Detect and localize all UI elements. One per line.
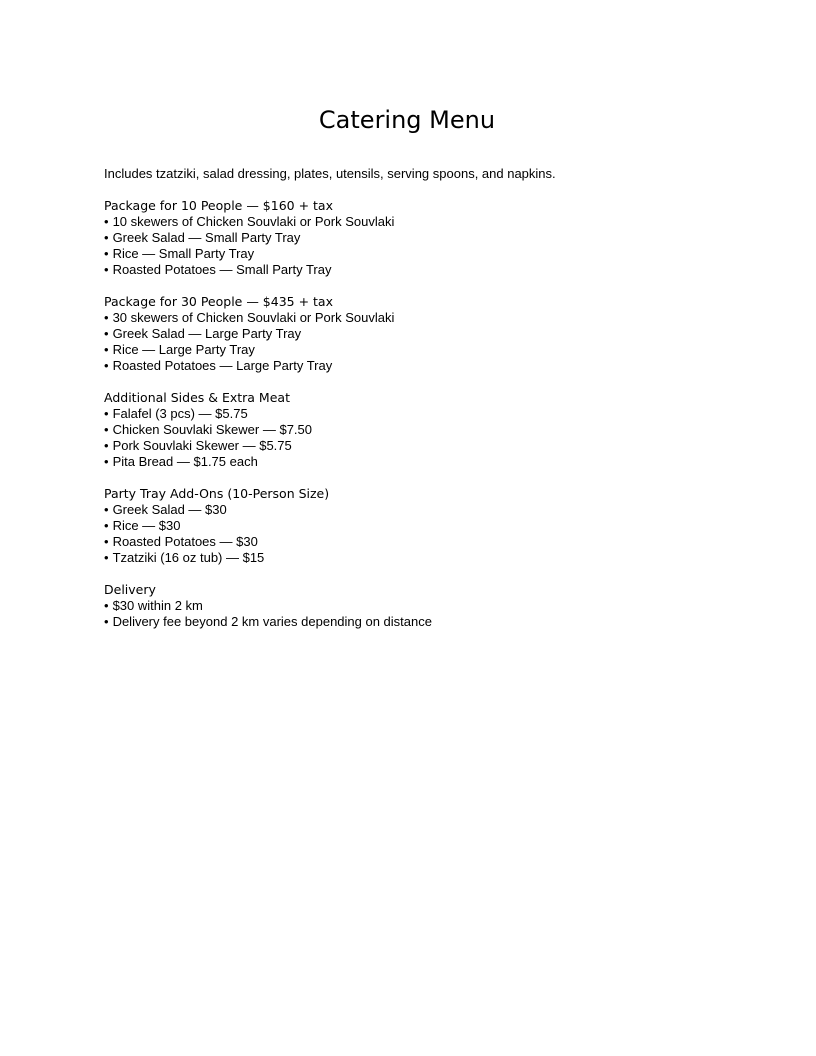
item-list (104, 502, 724, 566)
list-item (104, 518, 724, 534)
section-additional-sides (104, 390, 724, 470)
item-text: $30 within 2 km (112, 598, 203, 613)
item-text: Roasted Potatoes — $30 (112, 534, 258, 549)
item-text: Rice — Small Party Tray (112, 246, 255, 261)
section-heading: Package for 30 People — $435 + tax (104, 294, 333, 309)
bullet-icon: • (104, 422, 109, 437)
bullet-icon: • (104, 614, 109, 629)
section-heading: Package for 10 People — $160 + tax (104, 198, 333, 213)
item-text: Tzatziki (16 oz tub) — $15 (112, 550, 265, 565)
section-heading: Delivery (104, 582, 156, 597)
item-list (104, 310, 724, 374)
item-text: Pork Souvlaki Skewer — $5.75 (112, 438, 292, 453)
list-item (104, 454, 724, 470)
item-text: Rice — $30 (112, 518, 181, 533)
bullet-icon: • (104, 342, 109, 357)
list-item (104, 262, 724, 278)
item-list (104, 406, 724, 470)
list-item (104, 598, 724, 614)
section-heading: Party Tray Add-Ons (10-Person Size) (104, 486, 330, 501)
bullet-icon: • (104, 518, 109, 533)
list-item (104, 534, 724, 550)
bullet-icon: • (104, 406, 109, 421)
section-package-30 (104, 294, 724, 374)
list-item (104, 214, 724, 230)
list-item (104, 326, 724, 342)
item-text: Falafel (3 pcs) — $5.75 (112, 406, 248, 421)
list-item (104, 614, 724, 630)
bullet-icon: • (104, 438, 109, 453)
section-package-10 (104, 198, 724, 278)
bullet-icon: • (104, 358, 109, 373)
item-text: Rice — Large Party Tray (112, 342, 255, 357)
bullet-icon: • (104, 246, 109, 261)
list-item (104, 550, 724, 566)
bullet-icon: • (104, 262, 109, 277)
list-item (104, 438, 724, 454)
item-text: Delivery fee beyond 2 km varies depending on distance (112, 614, 432, 629)
list-item (104, 342, 724, 358)
item-text: Roasted Potatoes — Small Party Tray (112, 262, 332, 277)
section-heading: Additional Sides & Extra Meat (104, 390, 290, 405)
item-text: Chicken Souvlaki Skewer — $7.50 (112, 422, 312, 437)
bullet-icon: • (104, 214, 109, 229)
item-list (104, 598, 724, 630)
list-item (104, 310, 724, 326)
list-item (104, 502, 724, 518)
bullet-icon: • (104, 230, 109, 245)
item-list (104, 214, 724, 278)
item-text: Greek Salad — $30 (112, 502, 227, 517)
page-title: Catering Menu (318, 106, 496, 134)
bullet-icon: • (104, 550, 109, 565)
menu-content (104, 166, 724, 630)
bullet-icon: • (104, 454, 109, 469)
bullet-icon: • (104, 534, 109, 549)
item-text: Greek Salad — Small Party Tray (112, 230, 301, 245)
list-item (104, 422, 724, 438)
item-text: 30 skewers of Chicken Souvlaki or Pork Souvlaki (112, 310, 395, 325)
list-item (104, 230, 724, 246)
list-item (104, 406, 724, 422)
item-text: Pita Bread — $1.75 each (112, 454, 258, 469)
item-text: Greek Salad — Large Party Tray (112, 326, 302, 341)
list-item (104, 358, 724, 374)
bullet-icon: • (104, 502, 109, 517)
bullet-icon: • (104, 326, 109, 341)
list-item (104, 246, 724, 262)
intro-text: Includes tzatziki, salad dressing, plates, utensils, serving spoons, and napkins. (104, 166, 556, 181)
bullet-icon: • (104, 310, 109, 325)
item-text: Roasted Potatoes — Large Party Tray (112, 358, 333, 373)
section-party-tray-addons (104, 486, 724, 566)
section-delivery (104, 582, 724, 630)
item-text: 10 skewers of Chicken Souvlaki or Pork Souvlaki (112, 214, 395, 229)
bullet-icon: • (104, 598, 109, 613)
